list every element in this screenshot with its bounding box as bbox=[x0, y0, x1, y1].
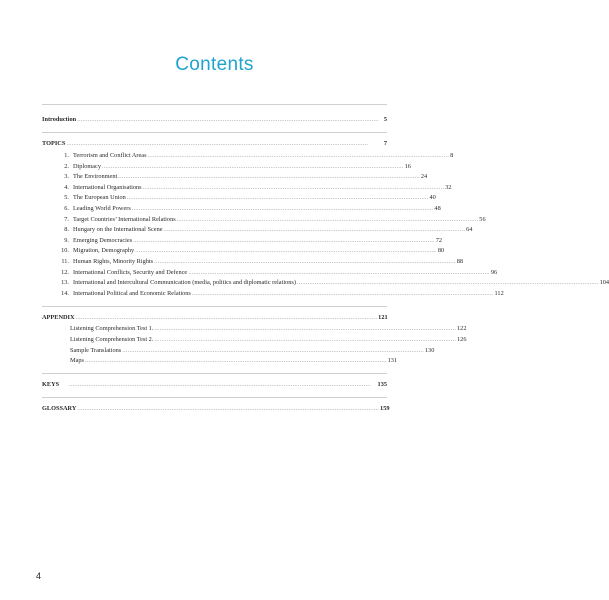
toc-label: Human Rights, Minority Rights bbox=[73, 258, 154, 265]
toc-page: 122 bbox=[457, 325, 467, 332]
toc-entry-glossary[interactable] bbox=[42, 404, 390, 414]
divider bbox=[42, 397, 387, 398]
toc-page: 5 bbox=[383, 116, 387, 123]
toc-label: Terrorism and Conflict Areas bbox=[73, 152, 147, 159]
dot-leader: .......................................................................................................................................................................... bbox=[101, 162, 404, 170]
toc-entry-topic[interactable] bbox=[42, 278, 609, 288]
toc-page: 64 bbox=[466, 226, 473, 234]
toc-entry-keys[interactable] bbox=[42, 380, 387, 390]
dot-leader: .......................................................................................................................................................................... bbox=[163, 226, 466, 234]
toc-label: The Environment bbox=[73, 173, 118, 181]
toc-label: Introduction bbox=[42, 116, 77, 123]
dot-leader: .......................................................................................................................................................................... bbox=[118, 173, 420, 181]
toc-page: 126 bbox=[457, 335, 467, 343]
toc-entry-topic[interactable] bbox=[42, 151, 454, 161]
toc-entry-appendix-item[interactable] bbox=[42, 324, 467, 334]
toc-page: 112 bbox=[494, 289, 504, 297]
toc-page: 88 bbox=[456, 258, 464, 265]
toc-entry-topics[interactable] bbox=[42, 139, 387, 149]
toc-entry-topic[interactable] bbox=[42, 257, 464, 267]
dot-leader: .......................................................................................................................................................................... bbox=[142, 183, 445, 191]
toc-page: 131 bbox=[387, 357, 398, 365]
toc-label: APPENDIX bbox=[42, 314, 75, 321]
toc-number: 7. bbox=[64, 215, 69, 223]
toc-entry-topic[interactable] bbox=[42, 183, 452, 193]
toc-page: 104 bbox=[599, 279, 609, 287]
toc-entry-appendix-item[interactable] bbox=[42, 356, 398, 366]
toc-number: 5. bbox=[64, 194, 69, 202]
dot-leader: .......................................................................................................................................................................... bbox=[147, 152, 450, 159]
toc-label: Target Countries’ International Relations bbox=[73, 215, 176, 223]
dot-leader: .......................................................................................................................................................................... bbox=[77, 405, 380, 412]
toc-entry-topic[interactable] bbox=[42, 236, 443, 246]
toc-label: Listening Comprehension Test 1. bbox=[70, 325, 154, 332]
toc-entry-topic[interactable] bbox=[42, 289, 504, 299]
divider bbox=[42, 306, 387, 307]
toc-page: 159 bbox=[380, 405, 390, 412]
dot-leader: .......................................................................................................................................................................... bbox=[135, 247, 437, 255]
dot-leader: .......................................................................................................................................................................... bbox=[133, 236, 435, 244]
toc-label: International and Intercultural Communication (media, politics and diplomatic relations) bbox=[73, 279, 296, 287]
divider bbox=[42, 104, 387, 105]
toc-entry-topic[interactable] bbox=[42, 204, 441, 214]
toc-entry-topic[interactable] bbox=[42, 162, 411, 172]
toc-page: 96 bbox=[490, 268, 498, 276]
toc-entry-introduction[interactable] bbox=[42, 115, 387, 125]
toc-entry-topic[interactable] bbox=[42, 225, 473, 235]
page-number: 4 bbox=[36, 571, 42, 581]
toc-number: 13. bbox=[61, 279, 69, 287]
toc-label: International Conflicts, Security and Defence bbox=[73, 268, 188, 276]
toc-label: Leading World Powers bbox=[73, 205, 131, 212]
toc-page: 32 bbox=[445, 183, 452, 191]
dot-leader: .......................................................................................................................................................................... bbox=[296, 279, 599, 287]
toc-page: 40 bbox=[429, 194, 436, 202]
toc-number: 11. bbox=[61, 258, 69, 265]
toc-label: Maps bbox=[70, 357, 84, 365]
toc-label: KEYS bbox=[42, 381, 60, 388]
toc-number: 9. bbox=[64, 236, 69, 244]
toc-page: 48 bbox=[434, 205, 441, 212]
toc-entry-topic[interactable] bbox=[42, 215, 486, 225]
toc-label: TOPICS bbox=[42, 140, 66, 147]
toc-page: 56 bbox=[479, 215, 486, 223]
toc-entry-appendix-item[interactable] bbox=[42, 335, 467, 345]
dot-leader: .......................................................................................................................................................................... bbox=[77, 116, 379, 123]
toc-page: 130 bbox=[424, 346, 435, 354]
toc-page: 16 bbox=[404, 162, 411, 170]
page-title: Contents bbox=[175, 54, 254, 75]
dot-leader: .......................................................................................................................................................................... bbox=[85, 357, 387, 365]
toc-label: International Political and Economic Relations bbox=[73, 289, 191, 297]
toc-label: The European Union bbox=[73, 194, 126, 202]
toc-page: 72 bbox=[435, 236, 443, 244]
toc-label: GLOSSARY bbox=[42, 405, 77, 412]
toc-page: 135 bbox=[377, 381, 387, 388]
toc-number: 8. bbox=[64, 226, 69, 234]
dot-leader: .......................................................................................................................................................................... bbox=[126, 194, 429, 202]
dot-leader: .......................................................................................................................................................................... bbox=[69, 381, 371, 388]
toc-page: 121 bbox=[378, 314, 388, 321]
toc-entry-topic[interactable] bbox=[42, 246, 445, 256]
toc-label: Listening Comprehension Test 2. bbox=[70, 335, 154, 343]
dot-leader: .......................................................................................................................................................................... bbox=[66, 140, 368, 147]
divider bbox=[42, 373, 387, 374]
toc-number: 4. bbox=[64, 183, 69, 191]
toc-label: Migration, Demography bbox=[73, 247, 135, 255]
toc-entry-appendix[interactable] bbox=[42, 313, 387, 323]
dot-leader: .......................................................................................................................................................................... bbox=[188, 268, 490, 276]
toc-number: 6. bbox=[64, 205, 69, 212]
toc-page: 80 bbox=[437, 247, 445, 255]
toc-label: Diplomacy bbox=[73, 162, 101, 170]
toc-number: 14. bbox=[61, 289, 69, 297]
toc-page: 7 bbox=[383, 140, 387, 147]
toc-page: 8 bbox=[450, 152, 454, 159]
toc-label: International Organisations bbox=[73, 183, 142, 191]
toc-entry-topic[interactable] bbox=[42, 172, 428, 182]
dot-leader: .......................................................................................................................................................................... bbox=[131, 205, 434, 212]
divider bbox=[42, 132, 387, 133]
toc-entry-topic[interactable] bbox=[42, 268, 498, 278]
dot-leader: .......................................................................................................................................................................... bbox=[176, 215, 479, 223]
toc-number: 3. bbox=[64, 173, 69, 181]
toc-label: Emerging Democracies bbox=[73, 236, 133, 244]
dot-leader: .......................................................................................................................................................................... bbox=[154, 335, 457, 343]
dot-leader: .......................................................................................................................................................................... bbox=[191, 289, 494, 297]
toc-number: 12. bbox=[61, 268, 69, 276]
toc-number: 2. bbox=[64, 162, 69, 170]
toc-entry-topic[interactable] bbox=[42, 193, 436, 203]
dot-leader: .......................................................................................................................................................................... bbox=[122, 346, 424, 354]
toc-label: Sample Translations bbox=[70, 346, 122, 354]
toc-entry-appendix-item[interactable] bbox=[42, 346, 435, 356]
toc-number: 1. bbox=[64, 152, 69, 159]
dot-leader: .......................................................................................................................................................................... bbox=[154, 258, 456, 265]
toc-label: Hungary on the International Scene bbox=[73, 226, 163, 234]
dot-leader: .......................................................................................................................................................................... bbox=[75, 314, 378, 321]
toc-page: 24 bbox=[420, 173, 428, 181]
dot-leader: .......................................................................................................................................................................... bbox=[154, 325, 457, 332]
toc-number: 10. bbox=[61, 247, 69, 255]
